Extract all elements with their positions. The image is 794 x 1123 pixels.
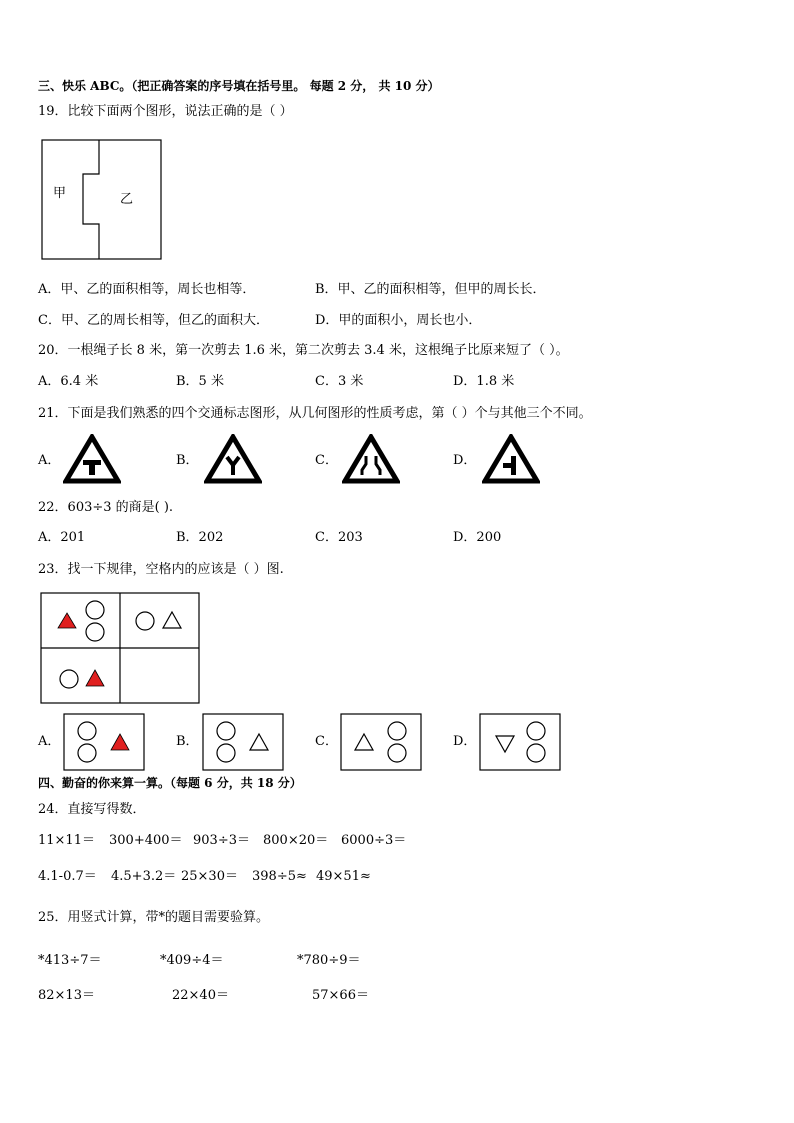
q22-question: 22．603÷3 的商是( ). (38, 500, 174, 515)
q23-choice-b-figure (202, 713, 284, 771)
q23-choice-a-figure (63, 713, 145, 771)
q23-pattern-grid (40, 592, 201, 705)
q19-option-b[interactable]: B．甲、乙的面积相等，但甲的周长长． (315, 282, 546, 297)
q24-question: 24．直接写得数． (38, 802, 146, 817)
sign-road-narrows-icon (342, 434, 400, 484)
q24-item: 25×30＝ (181, 869, 238, 884)
q20-option-a[interactable]: A．6.4 米 (38, 374, 99, 389)
q24-item: 4.1-0.7＝ (38, 869, 97, 884)
q21-option-c[interactable]: C． (315, 453, 338, 468)
q21-option-a[interactable]: A． (38, 453, 61, 468)
sign-side-road-icon (482, 434, 540, 484)
q24-item: 300+400＝ (109, 833, 183, 848)
q25-item: 22×40＝ (172, 988, 229, 1003)
q24-item: 49×51≈ (316, 869, 371, 884)
q23-option-c[interactable]: C． (315, 734, 338, 749)
section-3-heading: 三、快乐 ABC。（把正确答案的序号填在括号里。 每题 2 分， 共 10 分） (38, 79, 440, 93)
q23-question: 23．找一下规律，空格内的应该是（ ）图. (38, 562, 284, 577)
sign-t-junction-icon (63, 434, 121, 484)
q20-option-c[interactable]: C．3 米 (315, 374, 364, 389)
q21-option-b[interactable]: B． (176, 453, 199, 468)
q23-option-d[interactable]: D． (453, 734, 477, 749)
q25-item: 57×66＝ (312, 988, 369, 1003)
q19-option-c[interactable]: C．甲、乙的周长相等，但乙的面积大． (38, 313, 269, 328)
q23-choice-c-figure (340, 713, 422, 771)
q25-question: 25．用竖式计算，带*的题目需要验算。 (38, 910, 270, 925)
label-jia: 甲 (53, 186, 67, 201)
q24-item: 903÷3＝ (193, 833, 250, 848)
q20-option-b[interactable]: B．5 米 (176, 374, 224, 389)
q25-item: *780÷9＝ (297, 953, 361, 968)
q24-item: 6000÷3＝ (341, 833, 407, 848)
q22-option-b[interactable]: B．202 (176, 530, 224, 545)
q19-question: 19．比较下面两个图形，说法正确的是（ ） (38, 104, 293, 119)
q25-item: *413÷7＝ (38, 953, 102, 968)
q23-choice-d-figure (479, 713, 561, 771)
sign-y-fork-icon (204, 434, 262, 484)
q19-option-a[interactable]: A．甲、乙的面积相等，周长也相等． (38, 282, 256, 297)
label-yi: 乙 (120, 192, 134, 207)
q23-option-b[interactable]: B． (176, 734, 199, 749)
q24-item: 398÷5≈ (252, 869, 307, 884)
q21-option-d[interactable]: D． (453, 453, 477, 468)
q22-option-c[interactable]: C．203 (315, 530, 363, 545)
q20-question: 20．一根绳子长 8 米，第一次剪去 1.6 米，第二次剪去 3.4 米，这根绳子比原来短了（ ）。 (38, 343, 569, 358)
section-4-heading: 四、勤奋的你来算一算。（每题 6 分，共 18 分） (38, 776, 302, 790)
q25-item: *409÷4＝ (160, 953, 224, 968)
q19-option-d[interactable]: D．甲的面积小，周长也小． (315, 313, 482, 328)
q24-item: 11×11＝ (38, 833, 95, 848)
q24-item: 4.5+3.2＝ (111, 869, 177, 884)
q21-question: 21．下面是我们熟悉的四个交通标志图形，从几何图形的性质考虑，第（ ）个与其他三个不同。 (38, 406, 592, 421)
q22-option-a[interactable]: A．201 (38, 530, 86, 545)
q24-item: 800×20＝ (263, 833, 329, 848)
q25-item: 82×13＝ (38, 988, 95, 1003)
q20-option-d[interactable]: D．1.8 米 (453, 374, 515, 389)
q23-option-a[interactable]: A． (38, 734, 61, 749)
q22-option-d[interactable]: D．200 (453, 530, 502, 545)
